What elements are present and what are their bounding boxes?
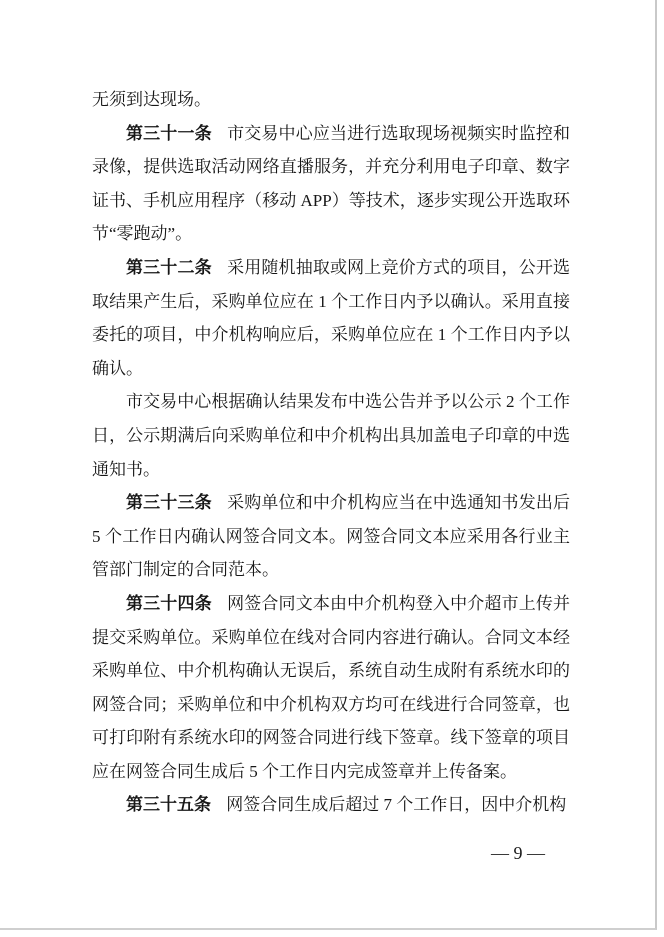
paragraph-article-32-para-2 — [92, 385, 570, 486]
paragraph-article-35 — [92, 788, 570, 822]
article-number-term: 第三十五条 — [126, 795, 211, 815]
article-number-term: 第三十三条 — [126, 493, 212, 513]
paragraph-text: 无须到达现场。 — [92, 90, 211, 109]
paragraph-text: 市交易中心应当进行选取现场视频实时监控和录像，提供选取活动网络直播服务，并充分利用电子印章、数字证书、手机应用程序（移动 APP）等技术，逐步实现公开选取环节“零跑动”。 — [92, 123, 571, 244]
article-number-term: 第三十四条 — [126, 593, 212, 613]
paragraph-continuation-previous-page — [92, 83, 570, 117]
page-number: — 9 — — [491, 843, 545, 863]
document-body — [92, 83, 570, 822]
paragraph-article-32 — [92, 251, 570, 385]
paragraph-text: 网签合同文本由中介机构登入中介超市上传并提交采购单位。采购单位在线对合同内容进行确认。合同文本经采购单位、中介机构确认无误后，系统自动生成附有系统水印的网签合同；采购单位和中介机构双方均可在线进行合同签章，也可打印附有系统水印的网签合同进行线下签章。线下签章的项目应在网签合同生成后 5 个工作日内完成签章并上传备案。 — [92, 593, 571, 781]
paragraph-article-33 — [92, 486, 570, 587]
paragraph-text: 市交易中心根据确认结果发布中选公告并予以公示 2 个工作日，公示期满后向采购单位和中介机构出具加盖电子印章的中选通知书。 — [92, 392, 570, 479]
article-number-term: 第三十二条 — [126, 257, 212, 277]
article-number-term: 第三十一条 — [126, 123, 212, 143]
paragraph-article-31 — [92, 117, 570, 251]
paragraph-article-34 — [92, 587, 570, 789]
paragraph-text: 采购单位和中介机构应当在中选通知书发出后 5 个工作日内确认网签合同文本。网签合同文本应采用各行业主管部门制定的合同范本。 — [92, 493, 571, 580]
paragraph-text: 采用随机抽取或网上竞价方式的项目，公开选取结果产生后，采购单位应在 1 个工作日内予以确认。采用直接委托的项目，中介机构响应后，采购单位应在 1 个工作日内予以确认。 — [92, 257, 571, 378]
paragraph-text: 网签合同生成后超过 7 个工作日，因中介机构 — [226, 795, 567, 815]
